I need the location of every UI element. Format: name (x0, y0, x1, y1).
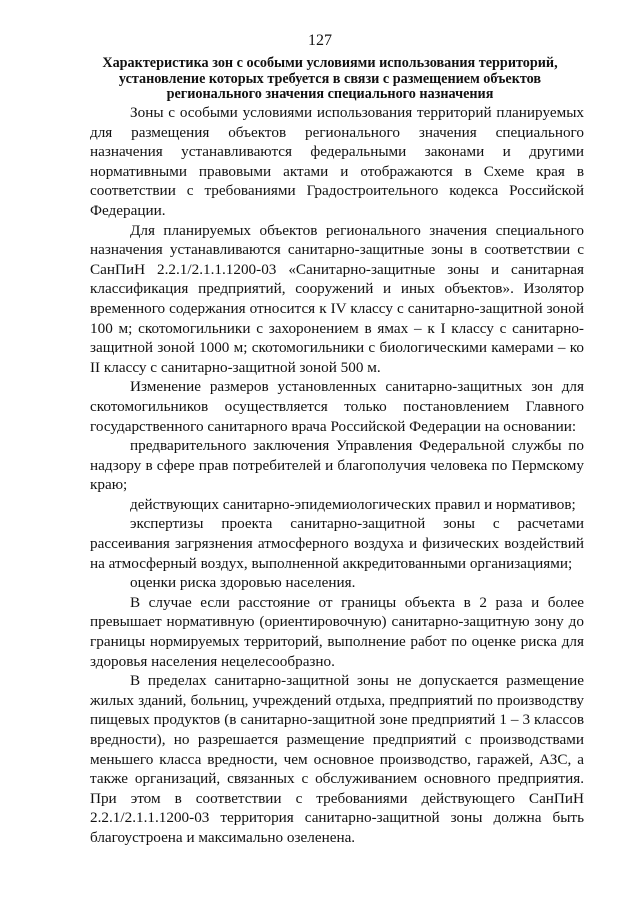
list-item-preliminary-conclusion: предварительного заключения Управления Федеральной службы по надзору в сфере прав потребителей и благополучия человека по Пермскому краю; (90, 437, 584, 494)
heading-line: установление которых требуется в связи с размещением объектов (118, 70, 542, 87)
section-heading (80, 56, 580, 103)
heading-line: регионального значения специального назначения (166, 86, 494, 102)
paragraph-zones-intro: Зоны с особыми условиями использования территорий планируемых для размещения объектов регионального значения специального назначения устанавливаются федеральными законами и другими нормативными правовыми актами и отображаются в Схеме края в соответствии с требованиями Градостроительного кодекса Российской Федерации. (90, 104, 584, 219)
heading-line: Характеристика зон с особыми условиями использования территорий, (102, 55, 558, 71)
paragraph-sanitary-zones: Для планируемых объектов регионального значения специального назначения устанавливаются санитарно-защитные зоны в соответствии с СанПиН 2.2.1/2.1.1.1200-03 «Санитарно-защитные зоны и санитарная классификация предприятий, сооружений и иных объектов». Изолятор временного содержания относится к IV классу с санитарно-защитной зоной 100 м; скотомогильники с захоронением в ямах – к I классу с санитарно-защитной зоной 1000 м; скотомогильники с биологическими камерами – ко II классу с санитарно-защитной зоной 500 м. (90, 221, 584, 376)
page-number: 127 (308, 32, 332, 49)
paragraph-distance-case: В случае если расстояние от границы объекта в 2 раза и более превышает нормативную (ориентировочную) санитарно-защитную зону до границы нормируемых территорий, выполнение работ по оценке риска для здоровья населения нецелесообразно. (90, 593, 584, 670)
list-item-risk-assessment: оценки риска здоровью населения. (130, 574, 356, 592)
list-item-sanitary-rules: действующих санитарно-эпидемиологических правил и нормативов; (130, 495, 576, 513)
paragraph-zone-restrictions: В пределах санитарно-защитной зоны не допускается размещение жилых зданий, больниц, учреждений отдыха, предприятий по производству пищевых продуктов (в санитарно-защитной зоне предприятий 1 – 3 классов вредности), но разрешается размещение предприятий с производствами меньшего класса вредности, чем основное производство, гаражей, АЗС, а также организаций, связанных с обслуживанием основного предприятия. При этом в соответствии с требованиями действующего СанПиН 2.2.1/2.1.1.1200-03 территория санитарно-защитной зоны должна быть благоустроена и максимально озеленена. (90, 672, 584, 846)
document-body (90, 103, 584, 848)
paragraph-zone-size-change: Изменение размеров установленных санитарно-защитных зон для скотомогильников осуществляется только постановлением Главного государственного санитарного врача Российской Федерации на основании: (90, 378, 584, 435)
list-item-project-expertise: экспертизы проекта санитарно-защитной зоны с расчетами рассеивания загрязнения атмосферного воздуха и физических воздействий на атмосферный воздух, выполненной аккредитованными организациями; (90, 515, 584, 572)
